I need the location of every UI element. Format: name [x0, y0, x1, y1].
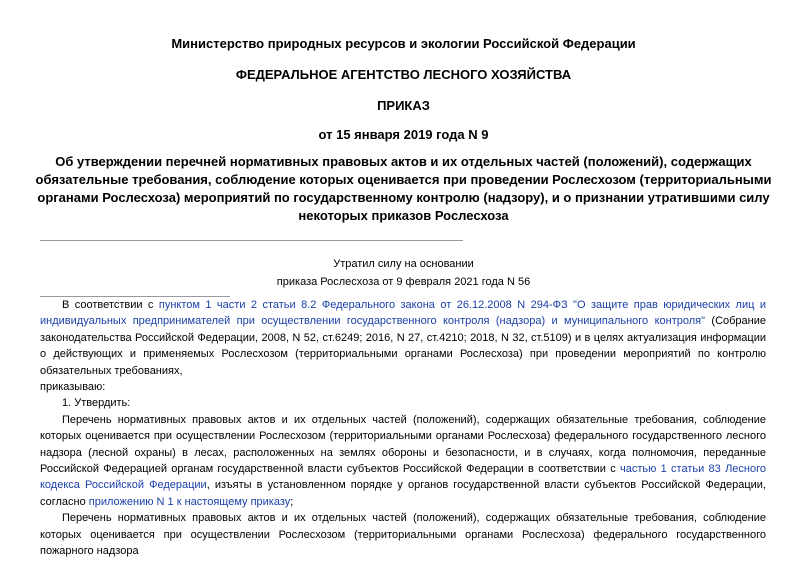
paragraph-text: ;	[290, 495, 294, 508]
paragraph-text: (Собрание законодательства Российской Федерации, 2008, N 52, ст.6249; 2016, N 27, ст.4210; 2018, N 32, ст.5109) и в целях актуализация информации о действующих и применяемых Рослесхозом (территориальными органами Рослесхоза) при проведении мероприятий по контролю обязательных требованиях,	[40, 315, 767, 377]
forest-code-link[interactable]: частью 1 статьи 83 Лесного кодекса Российской Федерации	[40, 463, 766, 492]
paragraph-list-1	[40, 412, 766, 510]
status-note-line1: Утратил силу на основании	[333, 258, 474, 270]
ministry-name: Министерство природных ресурсов и экологии Российской Федерации	[171, 36, 636, 51]
document-type: ПРИКАЗ	[377, 98, 430, 113]
law-link[interactable]: пунктом 1 части 2 статьи 8.2 Федерального закона от 26.12.2008 N 294-ФЗ "О защите прав юридических лиц и индивидуальных предпринимателей при осуществлении государственного контроля (надзора) и муниципального контроля"	[40, 299, 767, 328]
document-title: Об утверждении перечней нормативных правовых актов и их отдельных частей (положений), содержащих обязательные требования, соблюдение которых оценивается при проведении Рослесхозом (территориальными органами Рослесхоза) мероприятий по государственному контролю (надзору), и о признании утратившими силу некоторых приказов Рослесхоза	[35, 154, 772, 223]
paragraph-list-2: Перечень нормативных правовых актов и их отдельных частей (положений), содержащих обязательные требования, соблюдение которых оценивается при осуществлении Рослесхозом (территориальными органами Рослесхоза) федерального государственного пожарного надзора	[40, 512, 766, 558]
appendix-link[interactable]: приложению N 1 к настоящему приказу	[88, 495, 291, 508]
paragraph-text: В соответствии с	[62, 299, 159, 311]
status-note-line2: приказа Рослесхоза от 9 февраля 2021 года N 56	[276, 276, 531, 288]
paragraph-preamble	[40, 297, 766, 379]
orders-line: приказываю:	[40, 381, 106, 394]
paragraph-text: Перечень нормативных правовых актов и их отдельных частей (положений), содержащих обязательные требования, соблюдение которых оценивается при осуществлении Рослесхозом (территориальными органами Рослесхоза) федерального государственного лесного надзора (лесной охраны) в лесах, расположенных на землях обороны и безопасности, и в случаях, когда полномочия, переданные Российской Федерацией органам государственной власти субъектов Российской Федерации в соответствии с	[40, 413, 766, 476]
document-body	[40, 297, 766, 560]
separator-line	[40, 240, 463, 241]
item-heading: 1. Утвердить:	[62, 397, 131, 410]
paragraph-text: , изъяты в установленном порядке у органов государственной власти субъектов Российской Федерации, согласно	[40, 479, 766, 508]
document-date-number: от 15 января 2019 года N 9	[318, 127, 489, 142]
agency-name: ФЕДЕРАЛЬНОЕ АГЕНТСТВО ЛЕСНОГО ХОЗЯЙСТВА	[235, 67, 572, 82]
